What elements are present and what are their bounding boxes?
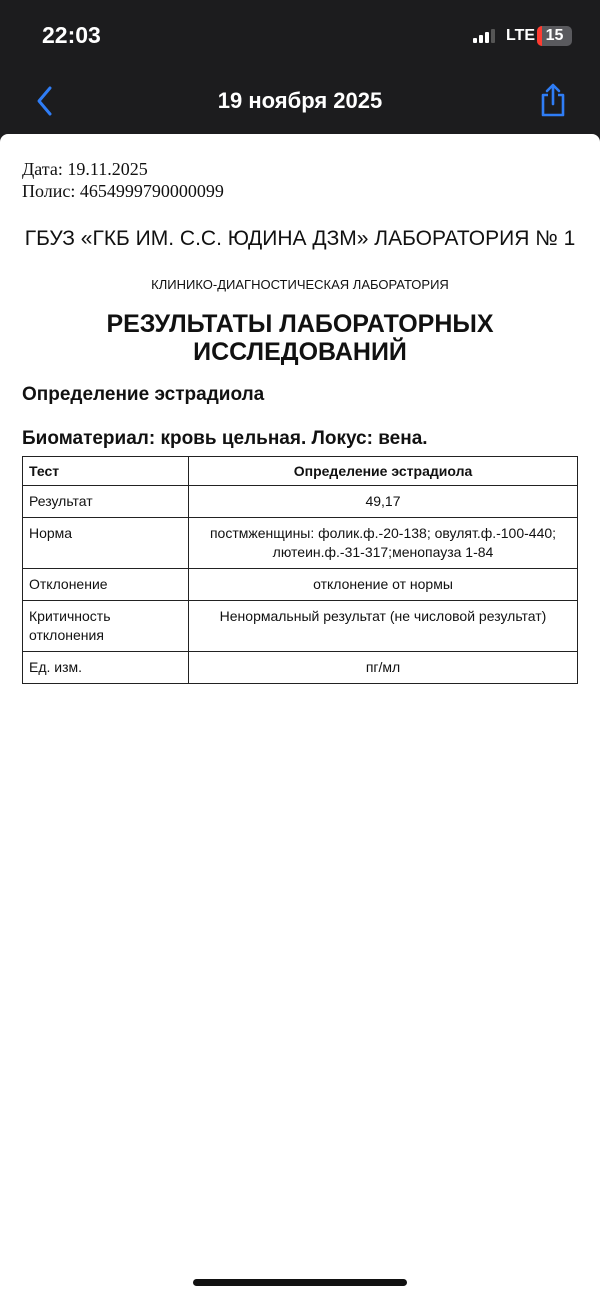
table-row — [23, 601, 578, 652]
nav-title: 19 ноября 2025 — [217, 88, 383, 113]
nav-bar — [0, 70, 600, 134]
row-value: пг/мл — [189, 652, 578, 684]
row-value: Ненормальный результат (не числовой результат) — [189, 601, 578, 652]
table-header — [23, 457, 578, 486]
home-indicator[interactable] — [193, 1279, 407, 1286]
row-value: 49,17 — [189, 486, 578, 518]
battery-level: 15 — [545, 27, 564, 44]
document-page — [0, 134, 600, 1297]
table-row — [23, 652, 578, 684]
row-value: отклонение от нормы — [189, 569, 578, 601]
document-meta — [22, 158, 224, 202]
row-value: постмженщины: фолик.ф.-20-138; овулят.ф.-100-440; лютеин.ф.-31-317;менопауза 1-84 — [189, 518, 578, 569]
row-label: Ед. изм. — [23, 652, 189, 684]
header-cell: Тест — [23, 457, 189, 486]
results-table — [22, 456, 578, 684]
page-heading: РЕЗУЛЬТАТЫ ЛАБОРАТОРНЫХ ИССЛЕДОВАНИЙ — [106, 310, 494, 366]
row-label: Критичность отклонения — [23, 601, 189, 652]
row-label: Норма — [23, 518, 189, 569]
status-bar — [0, 0, 600, 70]
battery-icon — [537, 26, 572, 46]
row-label: Результат — [23, 486, 189, 518]
row-label: Отклонение — [23, 569, 189, 601]
department-name: КЛИНИКО-ДИАГНОСТИЧЕСКАЯ ЛАБОРАТОРИЯ — [151, 277, 449, 292]
table-row — [23, 518, 578, 569]
organization-name: ГБУЗ «ГКБ ИМ. С.С. ЮДИНА ДЗМ» ЛАБОРАТОРИЯ № 1 — [24, 227, 576, 250]
biomaterial-line: Биоматериал: кровь цельная. Локус: вена. — [22, 428, 428, 449]
date-line: Дата: 19.11.2025 — [22, 159, 148, 179]
share-button[interactable] — [537, 82, 569, 118]
policy-line: Полис: 4654999790000099 — [22, 181, 224, 201]
clock: 22:03 — [42, 22, 101, 48]
share-icon — [537, 82, 569, 118]
network-type: LTE — [506, 27, 536, 44]
table-row — [23, 569, 578, 601]
signal-icon — [473, 29, 495, 43]
test-title: Определение эстрадиола — [22, 384, 265, 405]
table-row — [23, 486, 578, 518]
header-cell: Определение эстрадиола — [189, 457, 578, 486]
